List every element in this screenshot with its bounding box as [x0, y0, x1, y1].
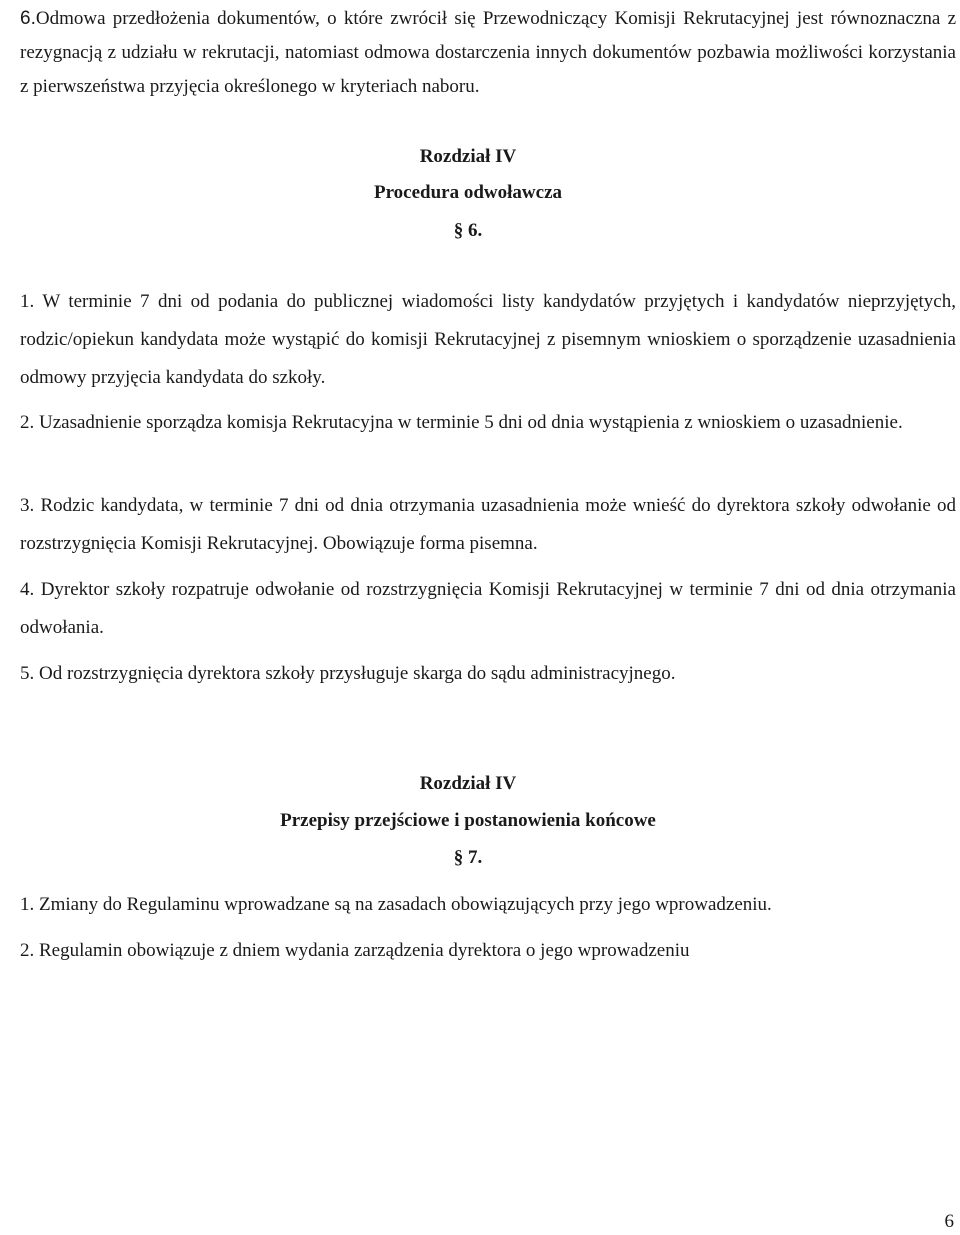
intro-number: 6.: [20, 8, 36, 29]
section-marker: § 7.: [453, 847, 483, 868]
section-item: 2. Uzasadnienie sporządza komisja Rekrutacyjna w terminie 5 dni od dnia wystąpienia z wnioskiem o uzasadnienie.: [20, 412, 903, 433]
intro-paragraph: [20, 2, 956, 104]
intro-text: Odmowa przedłożenia dokumentów, o które zwrócił się Przewodniczący Komisji Rekrutacyjnej jest równoznaczna z rezygnacją z udziału w rekrutacji, natomiast odmowa dostarczenia innych dokumentów pozbawia możliwości korzystania z pierwszeństwa przyjęcia określonego w kryteriach naboru.: [20, 8, 956, 97]
chapter-title: Rozdział IV: [419, 146, 517, 167]
section-marker: § 6.: [453, 220, 483, 241]
section-item: 3. Rodzic kandydata, w terminie 7 dni od dnia otrzymania uzasadnienia może wnieść do dyrektora szkoły odwołanie od rozstrzygnięcia Komisji Rekrutacyjnej. Obowiązuje forma pisemna.: [20, 495, 956, 554]
chapter-subtitle: Procedura odwoławcza: [373, 182, 563, 203]
section-item: 2. Regulamin obowiązuje z dniem wydania zarządzenia dyrektora o jego wprowadzeniu: [20, 940, 690, 961]
section-item: 5. Od rozstrzygnięcia dyrektora szkoły przysługuje skarga do sądu administracyjnego.: [20, 663, 676, 684]
chapter-subtitle: Przepisy przejściowe i postanowienia końcowe: [280, 810, 656, 831]
chapter-title: Rozdział IV: [419, 773, 517, 794]
section-item: 1. W terminie 7 dni od podania do publicznej wiadomości listy kandydatów przyjętych i kandydatów nieprzyjętych, rodzic/opiekun kandydata może wystąpić do komisji Rekrutacyjnej z pisemnym wnioskiem o sporządzenie uzasadnienia odmowy przyjęcia kandydata do szkoły.: [20, 291, 956, 388]
page-number: 6: [944, 1211, 954, 1232]
section-item: 4. Dyrektor szkoły rozpatruje odwołanie od rozstrzygnięcia Komisji Rekrutacyjnej w terminie 7 dni od dnia otrzymania odwołania.: [20, 579, 956, 638]
section-item: 1. Zmiany do Regulaminu wprowadzane są na zasadach obowiązujących przy jego wprowadzeniu.: [20, 894, 772, 915]
